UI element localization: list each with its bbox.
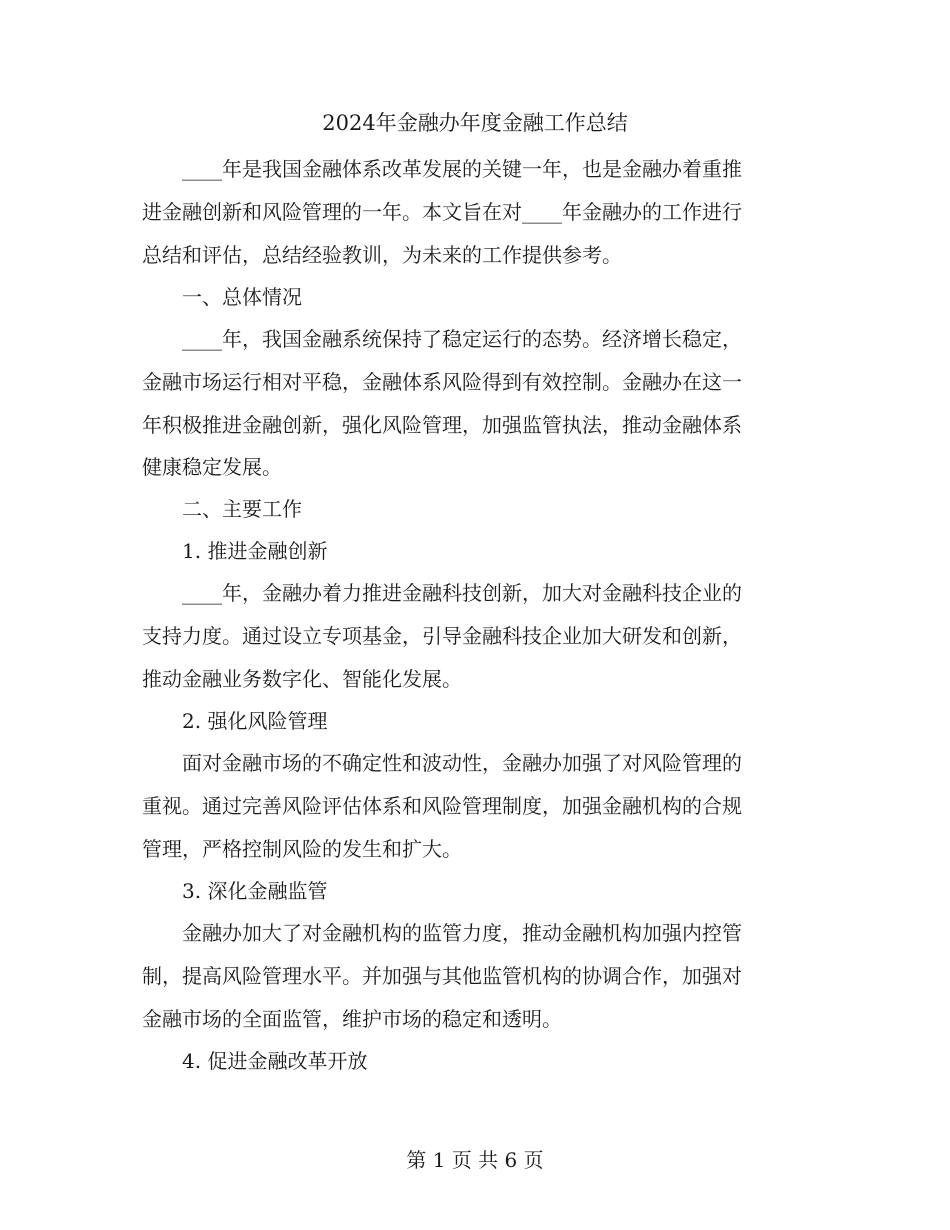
text-line: 健康稳定发展。: [142, 455, 282, 479]
subsection-heading: 2. 强化风险管理: [142, 709, 328, 733]
text-line: 金融办加大了对金融机构的监管力度，推动金融机构加强内控管: [142, 921, 742, 945]
text-line: 面对金融市场的不确定性和波动性，金融办加强了对风险管理的: [142, 751, 742, 775]
text-line: 年积极推进金融创新，强化风险管理，加强监管执法，推动金融体系: [142, 413, 742, 437]
text-line: ____年，金融办着力推进金融科技创新，加大对金融科技企业的: [142, 581, 742, 605]
subsection-heading: 3. 深化金融监管: [142, 879, 328, 903]
page-footer: 第 1 页 共 6 页: [406, 1148, 544, 1172]
text-line: 进金融创新和风险管理的一年。本文旨在对____年金融办的工作进行: [142, 200, 742, 224]
text-line: ____年是我国金融体系改革发展的关键一年，也是金融办着重推: [142, 157, 742, 181]
subsection-heading: 1. 推进金融创新: [142, 539, 328, 563]
text-line: 总结和评估，总结经验教训，为未来的工作提供参考。: [142, 243, 622, 267]
text-line: 金融市场的全面监管，维护市场的稳定和透明。: [142, 1007, 562, 1031]
text-line: ____年，我国金融系统保持了稳定运行的态势。经济增长稳定，: [142, 327, 742, 351]
text-line: 管理，严格控制风险的发生和扩大。: [142, 837, 462, 861]
text-line: 制，提高风险管理水平。并加强与其他监管机构的协调合作，加强对: [142, 964, 742, 988]
subsection-heading: 4. 促进金融改革开放: [142, 1049, 368, 1073]
text-line: 金融市场运行相对平稳，金融体系风险得到有效控制。金融办在这一: [142, 370, 742, 394]
section-heading: 二、主要工作: [142, 497, 302, 521]
text-line: 重视。通过完善风险评估体系和风险管理制度，加强金融机构的合规: [142, 794, 742, 818]
document-title: 2024年金融办年度金融工作总结: [322, 111, 628, 135]
text-line: 支持力度。通过设立专项基金，引导金融科技企业加大研发和创新，: [142, 624, 742, 648]
text-line: 推动金融业务数字化、智能化发展。: [142, 667, 462, 691]
section-heading: 一、总体情况: [142, 285, 302, 309]
